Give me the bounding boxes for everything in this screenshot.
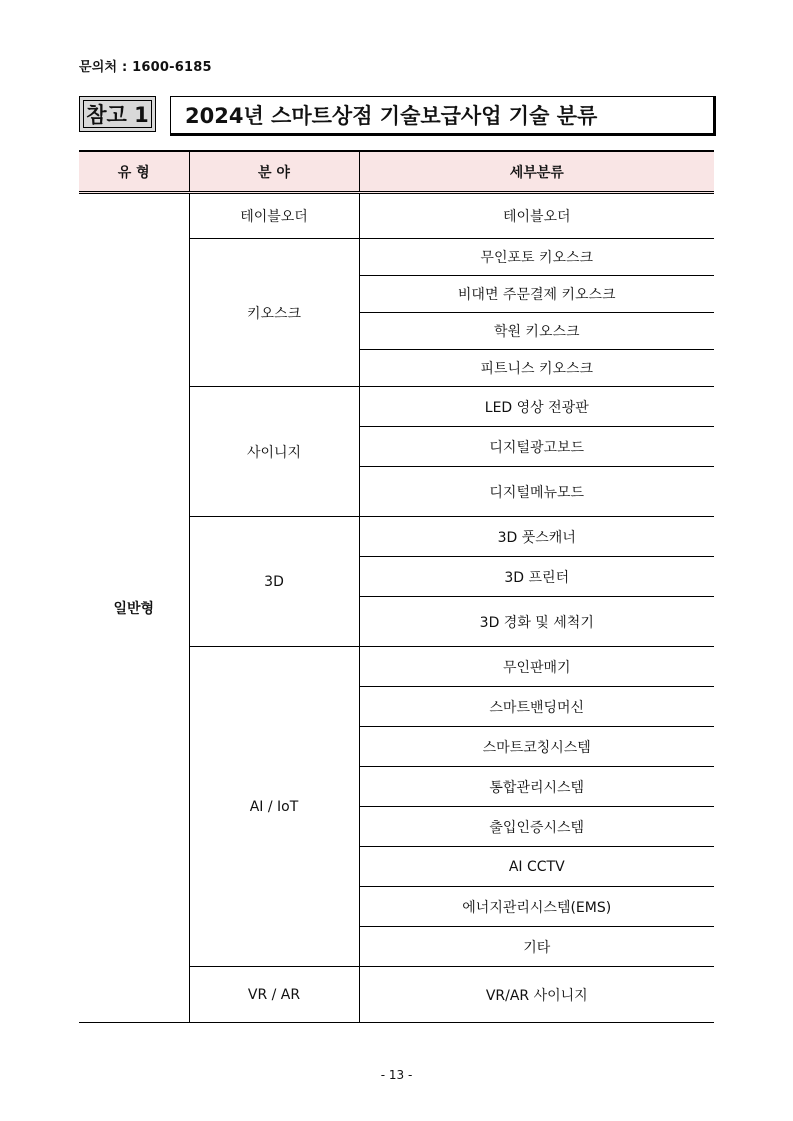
detail-cell: 3D 프린터 (359, 557, 714, 597)
field-cell: 3D (189, 517, 359, 647)
detail-cell: 비대면 주문결제 키오스크 (359, 276, 714, 313)
detail-cell: AI CCTV (359, 847, 714, 887)
detail-cell: VR/AR 사이니지 (359, 967, 714, 1023)
detail-cell: 에너지관리시스템(EMS) (359, 887, 714, 927)
table-body (79, 193, 714, 1023)
field-cell: AI / IoT (189, 647, 359, 967)
page-title (170, 96, 714, 134)
detail-cell: 학원 키오스크 (359, 313, 714, 350)
header-detail: 세부분류 (359, 151, 714, 193)
detail-cell: 디지털메뉴모드 (359, 467, 714, 517)
header-field: 분 야 (189, 151, 359, 193)
detail-cell: 3D 경화 및 세척기 (359, 597, 714, 647)
header-type: 유 형 (79, 151, 189, 193)
reference-label: 참고 1 (79, 96, 156, 132)
type-cell: 일반형 (79, 193, 189, 1023)
table-row (79, 193, 714, 239)
detail-cell: 디지털광고보드 (359, 427, 714, 467)
detail-cell: 기타 (359, 927, 714, 967)
page-number: - 13 - (380, 1068, 413, 1082)
detail-cell: 3D 풋스캐너 (359, 517, 714, 557)
detail-cell: 피트니스 키오스크 (359, 350, 714, 387)
field-cell: 키오스크 (189, 239, 359, 387)
detail-cell: 통합관리시스템 (359, 767, 714, 807)
classification-table (79, 150, 714, 1023)
detail-cell: 무인포토 키오스크 (359, 239, 714, 276)
detail-cell: 테이블오더 (359, 193, 714, 239)
contact-info: 문의처 : 1600-6185 (79, 60, 212, 75)
page-title-text: 2024년 스마트상점 기술보급사업 기술 분류 (185, 104, 598, 128)
field-cell: VR / AR (189, 967, 359, 1023)
detail-cell: LED 영상 전광판 (359, 387, 714, 427)
detail-cell: 무인판매기 (359, 647, 714, 687)
field-cell: 테이블오더 (189, 193, 359, 239)
detail-cell: 스마트밴딩머신 (359, 687, 714, 727)
detail-cell: 출입인증시스템 (359, 807, 714, 847)
field-cell: 사이니지 (189, 387, 359, 517)
detail-cell: 스마트코칭시스템 (359, 727, 714, 767)
table-header-row (79, 151, 714, 193)
